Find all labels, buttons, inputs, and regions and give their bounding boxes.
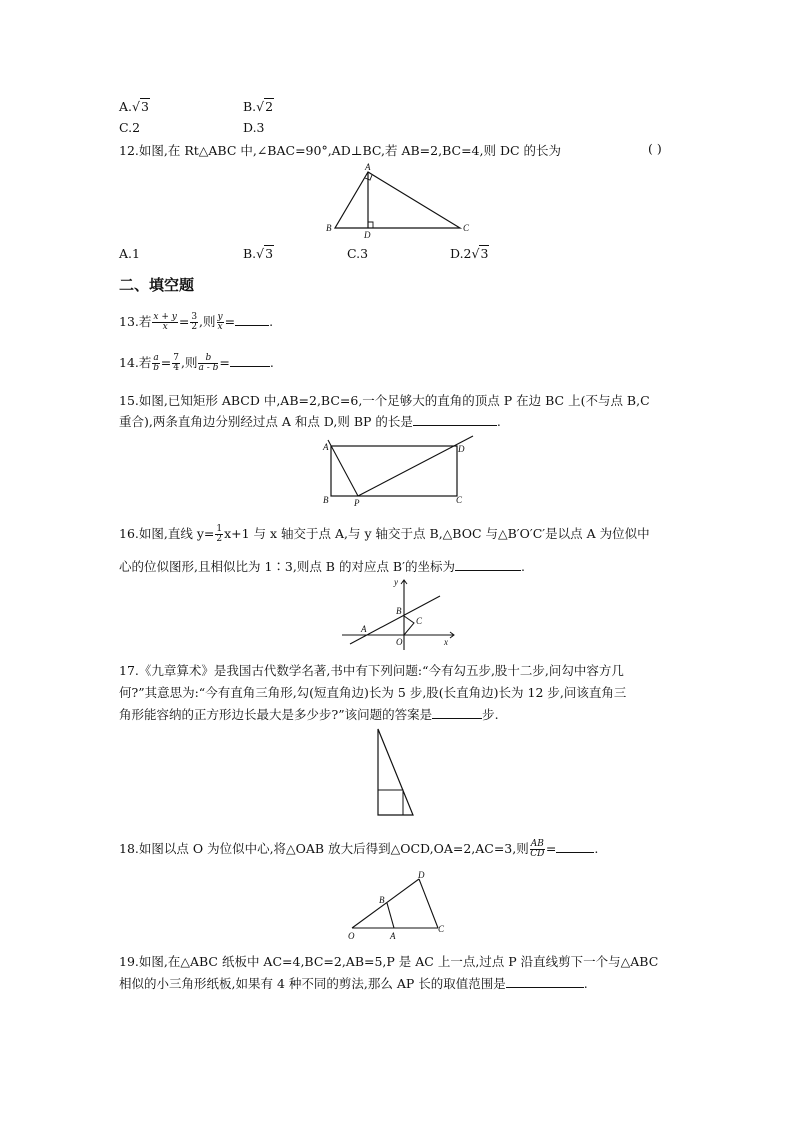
q17-line-3: 角形能容纳的正方形边长最大是多少步?”该问题的答案是 步. (119, 707, 499, 722)
q15-line-2: 重合),两条直角边分别经过点 A 和点 D,则 BP 的长是 . (119, 414, 501, 429)
label-b: B (323, 495, 329, 505)
q12-option-b: B.√3 (243, 246, 274, 261)
label-d: D (364, 230, 371, 240)
q12-figure (320, 160, 480, 242)
q12-option-a: A.1 (119, 246, 140, 261)
q11-option-a: A.√3 (119, 99, 149, 114)
answer-blank[interactable] (230, 354, 270, 367)
q17-figure (372, 724, 422, 818)
label-a: A (323, 442, 329, 452)
q15-line-1: 15.如图,已知矩形 ABCD 中,AB=2,BC=6,一个足够大的直角的顶点 P 在边 BC 上(不与点 B,C (119, 393, 650, 408)
label-b: B (326, 223, 332, 233)
q18-figure (342, 868, 452, 944)
q19-line-2: 相似的小三角形纸板,如果有 4 种不同的剪法,那么 AP 长的取值范围是 . (119, 976, 588, 991)
label-o: O (396, 637, 403, 647)
q11-option-c: C.2 (119, 120, 141, 135)
q12-option-d: D.2√3 (450, 246, 489, 261)
q16-figure (336, 574, 460, 652)
label-a: A (390, 931, 396, 941)
label-c: C (438, 924, 445, 934)
label-a: A (361, 624, 367, 634)
answer-blank[interactable] (556, 840, 594, 853)
label-d: D (458, 444, 465, 454)
q14-question: 14.若 $\frac{a}{b}$ = $\frac{7}{4}$ ,则 $\frac{b}{a - b}$ = . (119, 353, 274, 373)
answer-blank[interactable] (506, 975, 584, 988)
fraction: $\frac{AB}{CD}$ (530, 839, 545, 859)
label-a: A (365, 162, 371, 172)
q13-question: 13.若 $\frac{x + y}{x}$ = $\frac{3}{2}$ ,则 $\frac{y}{x}$ = . (119, 312, 274, 332)
q12-answer-bracket: ( ) (648, 141, 662, 156)
q17-line-2: 何?”其意思为:“今有直角三角形,勾(短直角边)长为 5 步,股(长直角边)长为 12 步,问该直角三 (119, 685, 627, 700)
label-c: C (463, 223, 470, 233)
answer-blank[interactable] (455, 558, 521, 571)
sqrt-symbol: √3 (132, 99, 149, 114)
label-o: O (348, 931, 355, 941)
label-x: x (444, 637, 448, 647)
answer-blank[interactable] (432, 706, 482, 719)
fraction: $\frac{y}{x}$ (217, 312, 223, 332)
sqrt-symbol: √3 (256, 246, 274, 261)
q17-line-1: 17.《九章算术》是我国古代数学名著,书中有下列问题:“今有勾五步,股十二步,问勾中容方几 (119, 663, 624, 678)
q19-line-1: 19.如图,在△ABC 纸板中 AC=4,BC=2,AB=5,P 是 AC 上一点,过点 P 沿直线剪下一个与△ABC (119, 954, 659, 969)
label-c: C (416, 616, 423, 626)
answer-blank[interactable] (413, 413, 497, 426)
section-title: 二、填空题 (119, 276, 195, 294)
label-b: B (396, 606, 402, 616)
answer-blank[interactable] (235, 313, 269, 326)
sqrt-symbol: √2 (256, 99, 274, 114)
fraction: $\frac{1}{2}$ (216, 524, 223, 544)
fraction: $\frac{7}{4}$ (173, 353, 179, 373)
label-p: P (354, 498, 360, 508)
q16-line-2: 心的位似图形,且相似比为 1∶3,则点 B 的对应点 B′的坐标为 . (119, 559, 525, 574)
q11-option-d: D.3 (243, 120, 265, 135)
fraction: $\frac{3}{2}$ (191, 312, 198, 332)
sqrt-symbol: √3 (471, 246, 489, 261)
fraction: $\frac{b}{a - b}$ (198, 353, 219, 373)
q16-line-1: 16.如图,直线 y= $\frac{1}{2}$ x+1 与 x 轴交于点 A,与 y 轴交于点 B,△BOC 与△B′O′C′是以点 A 为位似中 (119, 524, 650, 544)
label-d: D (418, 870, 425, 880)
fraction: $\frac{x + y}{x}$ (153, 312, 177, 332)
q11-option-b: B.√2 (243, 99, 274, 114)
q18-question: 18.如图以点 O 为位似中心,将△OAB 放大后得到△OCD,OA=2,AC=3,则 $\frac{AB}{CD}$ = . (119, 839, 599, 859)
label-b: B (379, 895, 385, 905)
q15-figure (318, 432, 478, 508)
label-c: C (456, 495, 463, 505)
label-y: y (394, 577, 398, 587)
fraction: $\frac{a}{b}$ (153, 353, 159, 373)
q12-question: 12.如图,在 Rt△ABC 中,∠BAC=90°,AD⊥BC,若 AB=2,BC=4,则 DC 的长为 (119, 143, 561, 158)
q12-option-c: C.3 (347, 246, 369, 261)
